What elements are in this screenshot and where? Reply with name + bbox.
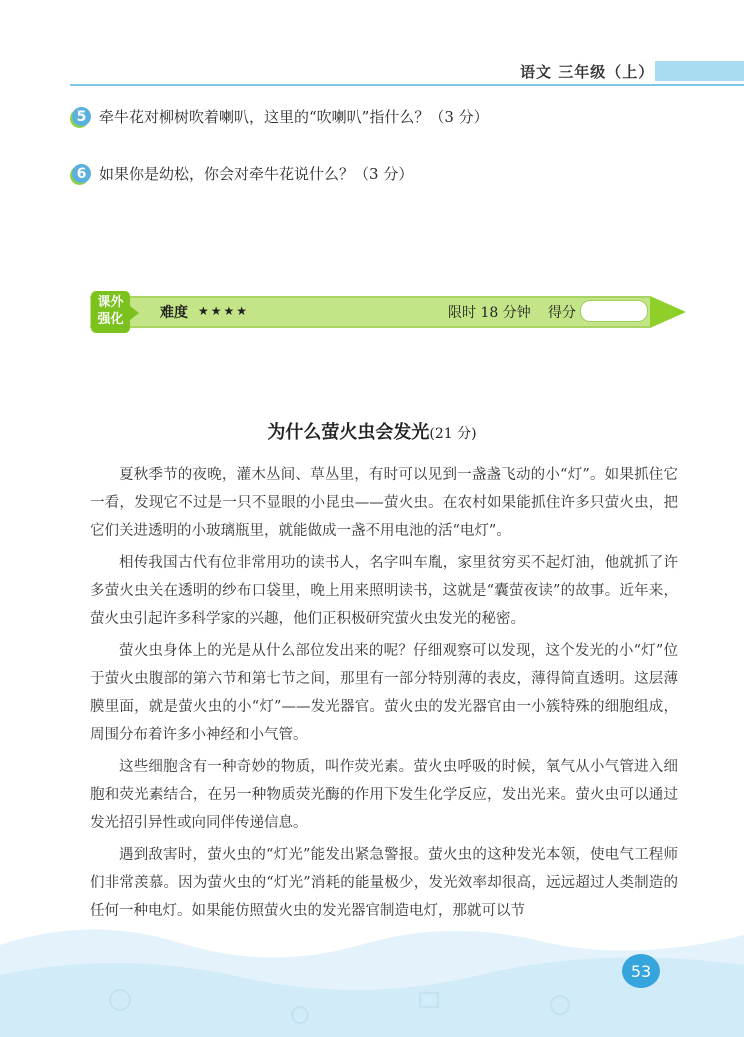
article-paragraph: 这些细胞含有一种奇妙的物质，叫作荧光素。萤火虫呼吸的时候，氧气从小气管进入细胞和荧光素结合，在另一种物质荧光酶的作用下发生化学反应，发出光来。萤火虫可以通过发光招引异性或向同伴传递信息。 (90, 759, 678, 831)
question-text: 牵牛花对柳树吹着喇叭，这里的“吹喇叭”指什么？（3 分） (99, 108, 489, 126)
article-body (90, 461, 678, 929)
difficulty-label: 难度 (160, 305, 188, 321)
badge-line-1: 课外 (97, 295, 124, 310)
article-title-text: 为什么萤火虫会发光 (267, 422, 430, 443)
badge-line-2: 强化 (97, 312, 124, 327)
time-limit: 限时 18 分钟 (448, 305, 531, 321)
question-6 (72, 163, 413, 184)
header-rule (70, 84, 744, 86)
question-number-badge: 5 (72, 107, 91, 126)
banner-arrow-tip (650, 296, 686, 328)
difficulty-stars: ★★★★ (198, 304, 250, 318)
article-title (0, 418, 744, 444)
article-paragraph: 遇到敌害时，萤火虫的“灯光”能发出紧急警报。萤火虫的这种发光本领，使电气工程师们非常羡慕。因为萤火虫的“灯光”消耗的能量极少，发光效率却很高，远远超过人类制造的任何一种电灯。如果能仿照萤火虫的发光器官制造电灯，那就可以节 (90, 847, 678, 919)
page-number: 53 (622, 954, 660, 988)
article-paragraph: 萤火虫身体上的光是从什么部位发出来的呢？仔细观察可以发现，这个发光的小“灯”位于萤火虫腹部的第六节和第七节之间，那里有一部分特别薄的表皮，薄得简直透明。这层薄膜里面，就是萤火虫的小“灯”——发光器官。萤火虫的发光器官由一小簇特殊的细胞组成，周围分布着许多小神经和小气管。 (90, 643, 678, 743)
header-bar (655, 61, 744, 81)
article-paragraph: 夏秋季节的夜晚，灌木丛间、草丛里，有时可以见到一盏盏飞动的小“灯”。如果抓住它一看，发现它不过是一只不显眼的小昆虫——萤火虫。在农村如果能抓住许多只萤火虫，把它们关进透明的小玻璃瓶里，就能做成一盏不用电池的活“电灯”。 (90, 467, 678, 539)
header-subject: 语文 三年级（上） (520, 63, 655, 81)
score-label: 得分 (548, 305, 576, 321)
article-points: (21 分) (429, 426, 477, 442)
question-5 (72, 106, 489, 127)
question-text: 如果你是幼松，你会对牵牛花说什么？（3 分） (99, 165, 414, 183)
extension-badge (91, 291, 130, 333)
score-input-box[interactable] (580, 300, 648, 322)
question-number-badge: 6 (72, 164, 91, 183)
badge-tail (130, 306, 139, 320)
article-paragraph: 相传我国古代有位非常用功的读书人，名字叫车胤，家里贫穷买不起灯油，他就抓了许多萤火虫关在透明的纱布口袋里，晚上用来照明读书，这就是“囊萤夜读”的故事。近年来，萤火虫引起许多科学家的兴趣，他们正积极研究萤火虫发光的秘密。 (90, 555, 678, 627)
